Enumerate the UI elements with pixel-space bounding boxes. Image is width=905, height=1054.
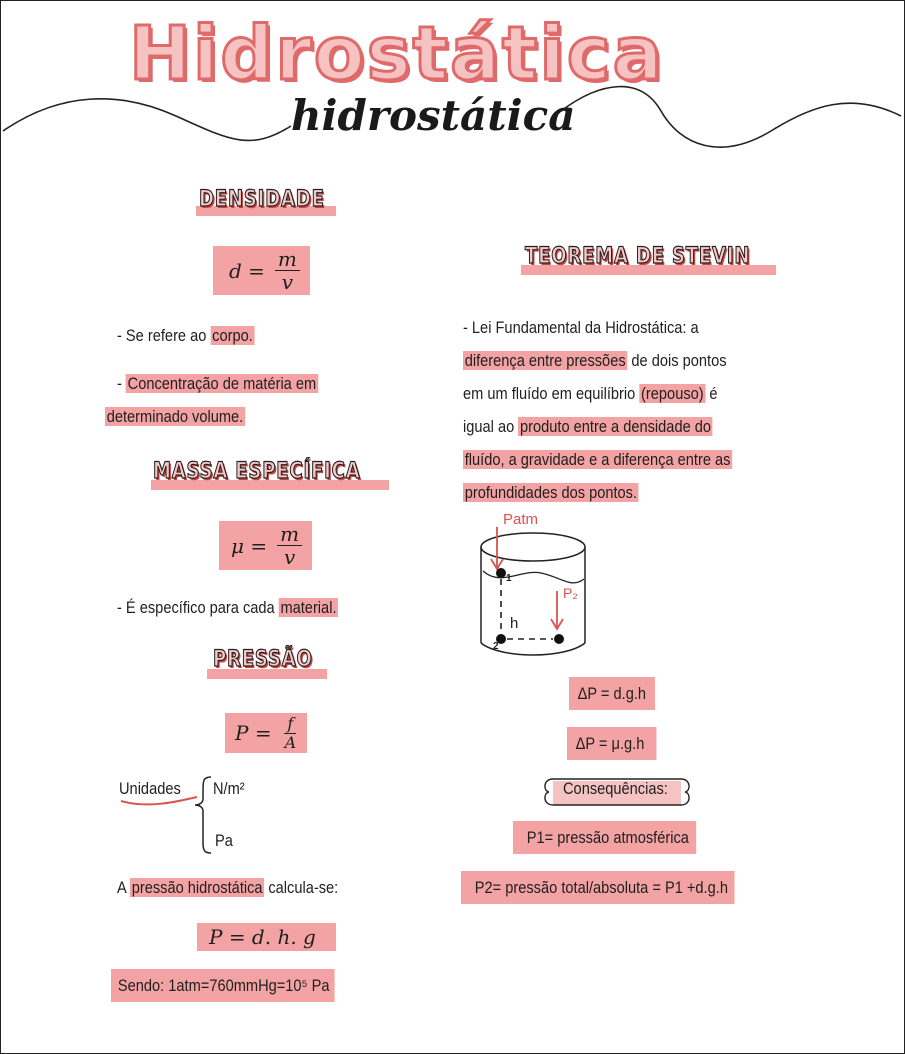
formula-lhs: μ =	[231, 533, 268, 558]
stevin-line-1: - Lei Fundamental da Hidrostática: a	[463, 318, 699, 337]
formula-denominator: v	[283, 545, 296, 569]
bullet-highlight: corpo.	[212, 326, 253, 345]
text-highlight: (repouso)	[641, 384, 704, 403]
text: em um fluído em equilíbrio	[463, 384, 640, 403]
page-subtitle: hidrostática	[291, 91, 576, 140]
stevin-line-2	[463, 344, 727, 377]
formula-lhs: P =	[235, 721, 272, 746]
stevin-formula-mu: ΔP = μ.g.h	[567, 727, 656, 760]
densidade-formula	[213, 246, 310, 295]
diagram-label-point1: 1	[506, 573, 512, 584]
text: igual ao	[463, 417, 519, 436]
formula-numerator: m	[275, 248, 300, 271]
pressao-hidrostatica-text	[117, 871, 338, 904]
section-title-massa-especifica: MASSA ESPECÍFICA	[153, 459, 361, 484]
text-highlight: profundidades dos pontos.	[464, 483, 638, 502]
diagram-label-p2: P₂	[563, 585, 578, 601]
pressao-hidrostatica-formula: P = d. h. g	[197, 923, 336, 951]
text: calcula-se:	[264, 878, 339, 897]
formula-denominator: A	[284, 732, 297, 752]
text: de dois pontos	[627, 351, 727, 370]
unit-pa: Pa	[215, 831, 233, 850]
bullet-text: - Se refere ao	[117, 326, 211, 345]
densidade-bullet-1	[117, 319, 255, 352]
formula-numerator: f	[284, 715, 296, 734]
densidade-bullet-2	[117, 367, 318, 400]
bullet-highlight: Concentração de matéria em	[127, 374, 317, 393]
diagram-label-patm: Patm	[503, 511, 539, 528]
densidade-bullet-2-cont	[105, 400, 245, 433]
section-title-pressao: PRESSÃO	[213, 647, 313, 672]
stevin-line-6	[463, 476, 639, 509]
formula-lhs: d =	[229, 258, 265, 283]
pressao-formula	[225, 713, 307, 753]
text-highlight: produto entre a densidade do	[520, 417, 712, 436]
sendo-text: Sendo: 1atm=760mmHg=10⁵ Pa	[111, 969, 335, 1002]
consequencias-label: Consequências:	[563, 779, 668, 798]
stevin-line-5	[463, 443, 732, 476]
text-highlight: pressão hidrostática	[131, 878, 263, 897]
unidades-brace	[119, 771, 219, 861]
stevin-line-3	[463, 377, 718, 410]
bullet-text: - É específico para cada	[117, 598, 279, 617]
massa-formula	[219, 521, 312, 570]
massa-bullet	[117, 591, 338, 624]
bullet-text: -	[117, 374, 126, 393]
unit-nm2: N/m²	[213, 779, 245, 798]
bullet-highlight: material.	[280, 598, 337, 617]
stevin-formula-density: ΔP = d.g.h	[569, 677, 655, 710]
formula-numerator: m	[277, 523, 302, 546]
stevin-line-4	[463, 410, 713, 443]
text-highlight: diferença entre pressões	[464, 351, 626, 370]
page-title: Hidrostática	[129, 11, 665, 97]
formula-denominator: v	[281, 270, 294, 294]
section-title-densidade: DENSIDADE	[199, 187, 325, 212]
section-title-stevin: TEOREMA DE STEVIN	[525, 244, 751, 269]
diagram-label-point2: 2	[493, 641, 499, 652]
text: é	[705, 384, 718, 403]
text-highlight: fluído, a gravidade e a diferença entre as	[464, 450, 731, 469]
text: A	[117, 878, 131, 897]
p2-definition: P2= pressão total/absoluta = P1 +d.g.h	[461, 871, 735, 904]
diagram-label-h: h	[510, 615, 519, 632]
p1-definition: P1= pressão atmosférica	[513, 821, 696, 854]
cylinder-diagram	[471, 509, 611, 669]
bullet-highlight: determinado volume.	[106, 407, 244, 426]
unidades-label: Unidades	[119, 779, 181, 798]
